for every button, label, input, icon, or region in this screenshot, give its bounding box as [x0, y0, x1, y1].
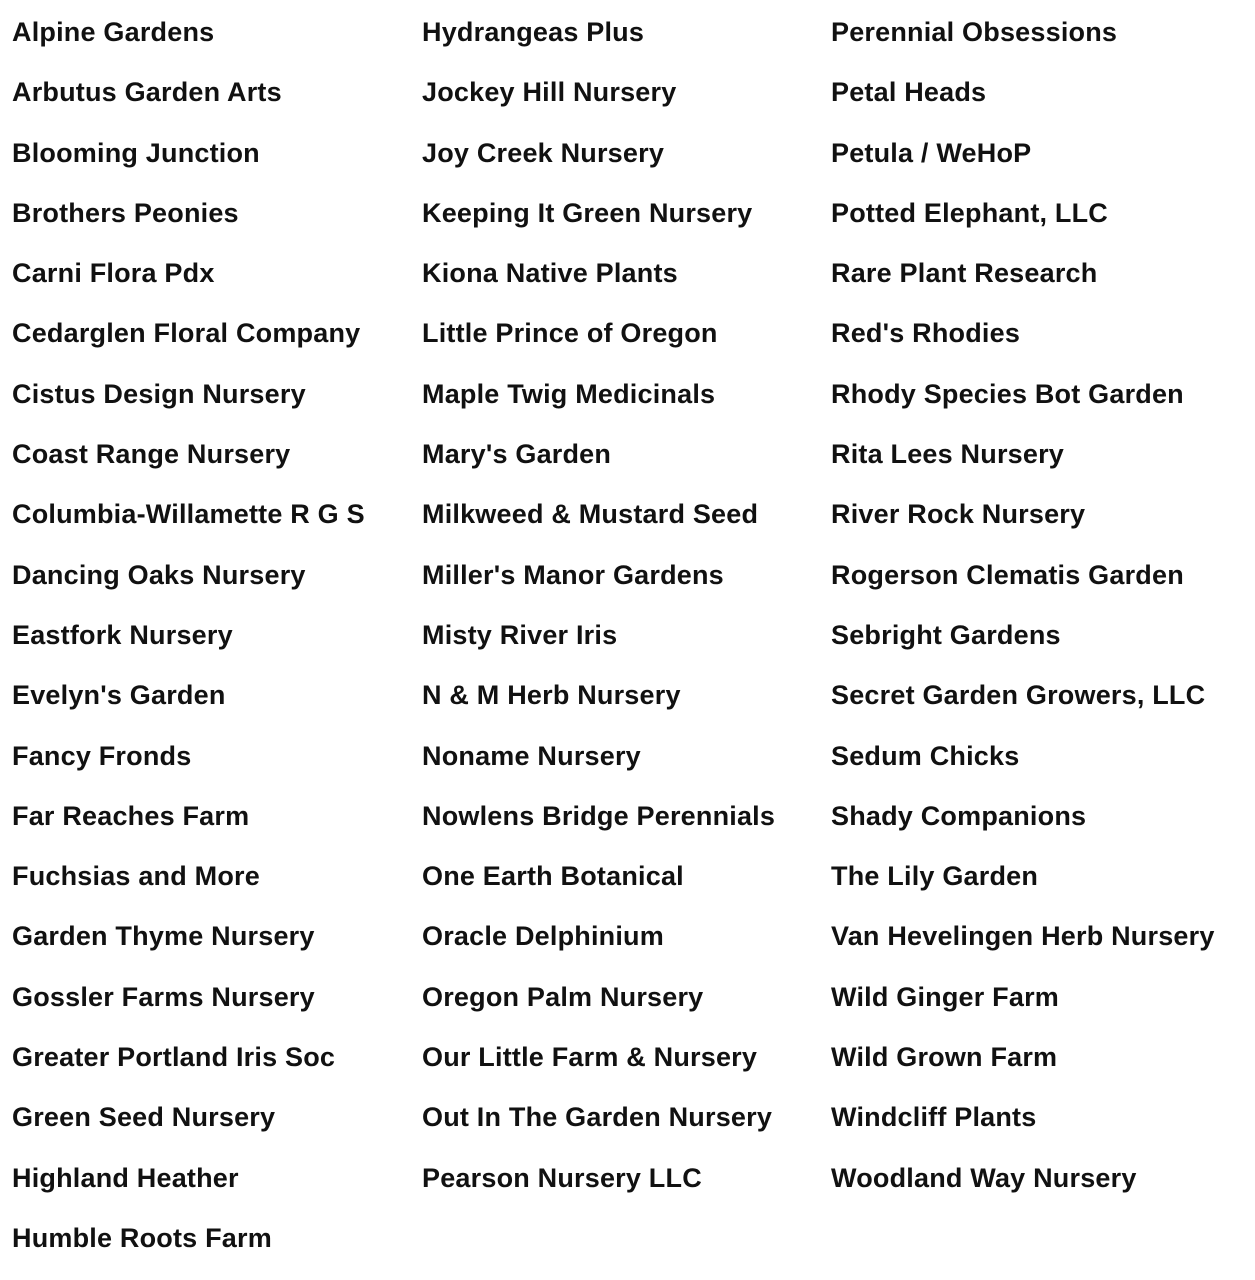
vendor-name: Garden Thyme Nursery — [12, 921, 315, 952]
vendor-name: Milkweed & Mustard Seed — [422, 499, 759, 530]
vendor-name: Shady Companions — [831, 800, 1087, 831]
vendor-name: Red's Rhodies — [831, 318, 1021, 349]
vendor-name: One Earth Botanical — [422, 861, 684, 892]
vendor-name: The Lily Garden — [831, 861, 1039, 892]
vendor-name: Noname Nursery — [422, 740, 641, 771]
vendor-name: Oregon Palm Nursery — [422, 981, 704, 1012]
vendor-name: River Rock Nursery — [831, 499, 1086, 530]
vendor-name: Hydrangeas Plus — [422, 17, 645, 47]
vendor-name: Blooming Junction — [12, 137, 260, 168]
vendor-name: Pearson Nursery LLC — [422, 1162, 702, 1193]
vendor-name: Jockey Hill Nursery — [422, 77, 677, 108]
vendor-name: Columbia-Willamette R G S — [12, 499, 365, 530]
vendor-name: Petula / WeHoP — [831, 137, 1032, 168]
vendor-name: Windcliff Plants — [831, 1102, 1037, 1133]
vendor-name: Eastfork Nursery — [12, 619, 233, 650]
vendor-name: Far Reaches Farm — [12, 800, 250, 831]
vendor-name: Kiona Native Plants — [422, 258, 678, 289]
vendor-name: Cistus Design Nursery — [12, 378, 306, 409]
vendor-name: Maple Twig Medicinals — [422, 378, 716, 409]
vendor-name: Cedarglen Floral Company — [12, 318, 361, 349]
vendor-name: Mary's Garden — [422, 439, 612, 470]
vendor-name: Highland Heather — [12, 1162, 239, 1193]
vendor-name: Sebright Gardens — [831, 619, 1061, 650]
vendor-name: Little Prince of Oregon — [422, 318, 718, 349]
vendor-name: Gossler Farms Nursery — [12, 981, 315, 1012]
vendor-name: Oracle Delphinium — [422, 921, 664, 952]
vendor-name: Wild Grown Farm — [831, 1042, 1058, 1073]
vendor-name: Rhody Species Bot Garden — [831, 378, 1184, 409]
vendor-name: Nowlens Bridge Perennials — [422, 800, 776, 831]
vendor-column-2 — [422, 12, 775, 1218]
vendor-name: Potted Elephant, LLC — [831, 197, 1108, 228]
vendor-name: Brothers Peonies — [12, 197, 239, 228]
vendor-name: Rogerson Clematis Garden — [831, 559, 1184, 590]
vendor-name: Dancing Oaks Nursery — [12, 559, 306, 590]
vendor-name: Carni Flora Pdx — [12, 258, 215, 289]
vendor-name: Humble Roots Farm — [12, 1222, 272, 1253]
vendor-name: Coast Range Nursery — [12, 439, 291, 470]
vendor-column-3 — [831, 12, 1215, 1218]
vendor-name: Van Hevelingen Herb Nursery — [831, 921, 1215, 952]
vendor-name: N & M Herb Nursery — [422, 680, 681, 711]
vendor-name: Green Seed Nursery — [12, 1102, 276, 1133]
vendor-name: Misty River Iris — [422, 619, 618, 650]
vendor-name: Perennial Obsessions — [831, 17, 1118, 47]
vendor-name: Fancy Fronds — [12, 740, 192, 771]
vendor-column-1 — [12, 12, 365, 1278]
vendor-name: Wild Ginger Farm — [831, 981, 1059, 1012]
vendor-name: Evelyn's Garden — [12, 680, 226, 711]
vendor-name: Alpine Gardens — [12, 17, 215, 47]
vendor-name: Sedum Chicks — [831, 740, 1020, 771]
vendor-name: Keeping It Green Nursery — [422, 197, 753, 228]
vendor-name: Rita Lees Nursery — [831, 439, 1065, 470]
vendor-name: Out In The Garden Nursery — [422, 1102, 773, 1133]
vendor-name: Joy Creek Nursery — [422, 137, 665, 168]
vendor-name: Greater Portland Iris Soc — [12, 1042, 336, 1073]
vendor-name: Rare Plant Research — [831, 258, 1098, 289]
vendor-name: Fuchsias and More — [12, 861, 260, 892]
vendor-name: Woodland Way Nursery — [831, 1162, 1137, 1193]
vendor-name: Arbutus Garden Arts — [12, 77, 282, 108]
vendor-name: Miller's Manor Gardens — [422, 559, 724, 590]
vendor-name: Secret Garden Growers, LLC — [831, 680, 1206, 711]
vendor-name: Petal Heads — [831, 77, 987, 108]
vendor-name: Our Little Farm & Nursery — [422, 1042, 758, 1073]
